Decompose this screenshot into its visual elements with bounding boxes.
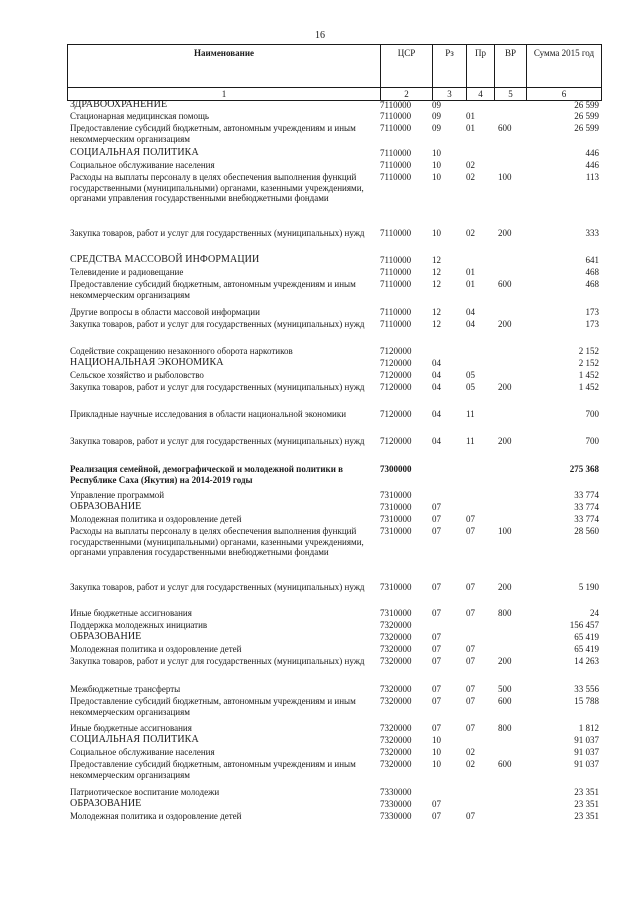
row-rz: 04 <box>432 370 441 380</box>
header-csr: ЦСР <box>381 45 433 88</box>
row-sum: 1 812 <box>578 723 599 733</box>
row-vr: 200 <box>498 656 512 666</box>
row-sum: 1 452 <box>578 370 599 380</box>
row-rz: 07 <box>432 632 441 642</box>
row-pr: 07 <box>466 608 475 618</box>
row-rz: 12 <box>432 319 441 329</box>
table-row <box>67 811 601 823</box>
row-rz: 07 <box>432 723 441 733</box>
row-csr: 7320000 <box>380 644 412 654</box>
row-csr: 7120000 <box>380 370 412 380</box>
row-sum: 91 037 <box>574 735 599 745</box>
row-csr: 7310000 <box>380 608 412 618</box>
row-sum: 24 <box>590 608 599 618</box>
row-rz: 12 <box>432 255 441 265</box>
row-pr: 02 <box>466 172 475 182</box>
row-name: Закупка товаров, работ и услуг для государственных (муниципальных) нужд <box>70 436 365 446</box>
row-name: ОБРАЗОВАНИЕ <box>70 798 142 809</box>
row-name: Предоставление субсидий бюджетным, автономным учреждениям и иным некоммерческим организациям <box>70 123 356 144</box>
row-sum: 26 599 <box>574 100 599 110</box>
row-sum: 333 <box>585 228 599 238</box>
row-name: Закупка товаров, работ и услуг для государственных (муниципальных) нужд <box>70 382 365 392</box>
row-rz: 07 <box>432 608 441 618</box>
row-name: Поддержка молодежных инициатив <box>70 620 208 630</box>
row-vr: 500 <box>498 684 512 694</box>
row-pr: 02 <box>466 228 475 238</box>
row-rz: 07 <box>432 514 441 524</box>
header-name: Наименование <box>68 45 381 88</box>
header-col-number: 4 <box>467 88 495 101</box>
row-rz: 07 <box>432 696 441 706</box>
row-csr: 7330000 <box>380 799 412 809</box>
row-rz: 07 <box>432 644 441 654</box>
row-pr: 07 <box>466 684 475 694</box>
table-row <box>67 632 601 644</box>
row-sum: 65 419 <box>574 632 599 642</box>
table-row <box>67 382 601 409</box>
table-row <box>67 735 601 747</box>
row-csr: 7120000 <box>380 358 412 368</box>
table-row <box>67 656 601 684</box>
row-csr: 7120000 <box>380 346 412 356</box>
row-rz: 09 <box>432 111 441 121</box>
row-csr: 7310000 <box>380 502 412 512</box>
row-name: Закупка товаров, работ и услуг для государственных (муниципальных) нужд <box>70 228 365 238</box>
row-name: НАЦИОНАЛЬНАЯ ЭКОНОМИКА <box>70 357 224 368</box>
row-pr: 05 <box>466 382 475 392</box>
row-rz: 04 <box>432 358 441 368</box>
row-csr: 7120000 <box>380 409 412 419</box>
table-row <box>67 747 601 759</box>
row-name: Расходы на выплаты персоналу в целях обеспечения выполнения функций государственными (муниципальными) органами, казенными учреждениями, органами управления государственными внебюджетными фондами <box>70 526 364 558</box>
row-sum: 700 <box>585 436 599 446</box>
row-rz: 10 <box>432 735 441 745</box>
table-row <box>67 319 601 346</box>
row-name: ОБРАЗОВАНИЕ <box>70 501 142 512</box>
row-sum: 700 <box>585 409 599 419</box>
header-pr: Пр <box>467 45 495 88</box>
row-sum: 14 263 <box>574 656 599 666</box>
row-rz: 07 <box>432 656 441 666</box>
row-name: Управление программой <box>70 490 165 500</box>
row-rz: 10 <box>432 747 441 757</box>
header-rz: Рз <box>433 45 467 88</box>
row-name: ОБРАЗОВАНИЕ <box>70 631 142 642</box>
row-name: Прикладные научные исследования в области национальной экономики <box>70 409 347 419</box>
table-row <box>67 696 601 723</box>
row-vr: 600 <box>498 123 512 133</box>
header-col-number: 5 <box>495 88 527 101</box>
row-csr: 7110000 <box>380 111 412 121</box>
row-vr: 200 <box>498 436 512 446</box>
row-name: Расходы на выплаты персоналу в целях обеспечения выполнения функций государственными (муниципальными) органами, казенными учреждениями, органами управления государственными внебюджетными фондами <box>70 172 364 204</box>
row-vr: 800 <box>498 608 512 618</box>
header-sum: Сумма 2015 год <box>527 45 602 88</box>
table-row <box>67 464 601 490</box>
row-name: Содействие сокращению незаконного оборота наркотиков <box>70 346 293 356</box>
row-pr: 02 <box>466 747 475 757</box>
row-rz: 12 <box>432 307 441 317</box>
row-csr: 7320000 <box>380 656 412 666</box>
row-csr: 7330000 <box>380 787 412 797</box>
table-row <box>67 255 601 267</box>
row-name: Закупка товаров, работ и услуг для государственных (муниципальных) нужд <box>70 582 365 592</box>
row-csr: 7310000 <box>380 490 412 500</box>
row-vr: 200 <box>498 582 512 592</box>
row-name: Предоставление субсидий бюджетным, автономным учреждениям и иным некоммерческим организациям <box>70 759 356 780</box>
row-csr: 7110000 <box>380 228 412 238</box>
row-sum: 28 560 <box>574 526 599 536</box>
row-rz: 10 <box>432 228 441 238</box>
row-vr: 100 <box>498 526 512 536</box>
row-pr: 01 <box>466 111 475 121</box>
table-row <box>67 111 601 123</box>
row-pr: 07 <box>466 582 475 592</box>
row-csr: 7110000 <box>380 255 412 265</box>
row-vr: 200 <box>498 319 512 329</box>
table-row <box>67 787 601 799</box>
row-vr: 600 <box>498 759 512 769</box>
row-csr: 7120000 <box>380 436 412 446</box>
table-row <box>67 160 601 172</box>
row-pr: 04 <box>466 319 475 329</box>
row-rz: 07 <box>432 799 441 809</box>
row-sum: 446 <box>585 160 599 170</box>
row-name: Социальное обслуживание населения <box>70 747 215 757</box>
row-pr: 07 <box>466 526 475 536</box>
row-csr: 7310000 <box>380 582 412 592</box>
row-pr: 07 <box>466 644 475 654</box>
row-sum: 156 457 <box>569 620 599 630</box>
row-sum: 26 599 <box>574 111 599 121</box>
table-row <box>67 436 601 464</box>
row-sum: 113 <box>585 172 599 182</box>
row-name: Иные бюджетные ассигнования <box>70 723 192 733</box>
row-pr: 01 <box>466 123 475 133</box>
row-csr: 7330000 <box>380 811 412 821</box>
row-pr: 07 <box>466 514 475 524</box>
row-pr: 02 <box>466 160 475 170</box>
row-csr: 7320000 <box>380 620 412 630</box>
row-name: Молодежная политика и оздоровление детей <box>70 644 242 654</box>
row-pr: 01 <box>466 267 475 277</box>
page-number: 16 <box>315 30 325 41</box>
row-csr: 7320000 <box>380 759 412 769</box>
table-row <box>67 228 601 255</box>
table-row <box>67 123 601 148</box>
row-sum: 23 351 <box>574 799 599 809</box>
row-csr: 7110000 <box>380 123 412 133</box>
row-rz: 07 <box>432 684 441 694</box>
row-pr: 01 <box>466 279 475 289</box>
row-vr: 600 <box>498 279 512 289</box>
row-rz: 07 <box>432 502 441 512</box>
row-csr: 7310000 <box>380 526 412 536</box>
row-pr: 05 <box>466 370 475 380</box>
row-name: СРЕДСТВА МАССОВОЙ ИНФОРМАЦИИ <box>70 254 260 265</box>
row-pr: 11 <box>466 409 475 419</box>
table-row <box>67 644 601 656</box>
table-row <box>67 759 601 787</box>
row-sum: 446 <box>585 148 599 158</box>
table-row <box>67 620 601 632</box>
table-row <box>67 684 601 696</box>
table-row <box>67 279 601 307</box>
row-sum: 33 556 <box>574 684 599 694</box>
row-pr: 07 <box>466 723 475 733</box>
row-csr: 7320000 <box>380 632 412 642</box>
row-vr: 100 <box>498 172 512 182</box>
row-rz: 04 <box>432 436 441 446</box>
table-header <box>67 44 602 101</box>
row-sum: 468 <box>585 267 599 277</box>
row-rz: 07 <box>432 582 441 592</box>
row-csr: 7320000 <box>380 723 412 733</box>
row-csr: 7320000 <box>380 747 412 757</box>
table-row <box>67 358 601 370</box>
header-col-number: 1 <box>68 88 381 101</box>
row-name: Сельское хозяйство и рыболовство <box>70 370 204 380</box>
table-row <box>67 307 601 319</box>
row-name: ЗДРАВООХРАНЕНИЕ <box>70 99 168 110</box>
row-sum: 173 <box>585 307 599 317</box>
row-csr: 7110000 <box>380 267 412 277</box>
row-csr: 7320000 <box>380 735 412 745</box>
row-rz: 10 <box>432 759 441 769</box>
row-sum: 33 774 <box>574 514 599 524</box>
table-row <box>67 409 601 436</box>
row-name: СОЦИАЛЬНАЯ ПОЛИТИКА <box>70 147 199 158</box>
row-rz: 10 <box>432 172 441 182</box>
table-row <box>67 502 601 514</box>
row-name: Стационарная медицинская помощь <box>70 111 209 121</box>
row-csr: 7320000 <box>380 684 412 694</box>
row-rz: 10 <box>432 148 441 158</box>
row-pr: 02 <box>466 759 475 769</box>
row-sum: 33 774 <box>574 490 599 500</box>
row-rz: 09 <box>432 100 441 110</box>
row-vr: 800 <box>498 723 512 733</box>
row-name: СОЦИАЛЬНАЯ ПОЛИТИКА <box>70 734 199 745</box>
table-row <box>67 172 601 228</box>
table-row <box>67 148 601 160</box>
row-name: Предоставление субсидий бюджетным, автономным учреждениям и иным некоммерческим организациям <box>70 696 356 717</box>
row-sum: 5 190 <box>578 582 599 592</box>
table-row <box>67 267 601 279</box>
row-name: Предоставление субсидий бюджетным, автономным учреждениям и иным некоммерческим организациям <box>70 279 356 300</box>
row-pr: 11 <box>466 436 475 446</box>
row-sum: 23 351 <box>574 811 599 821</box>
row-name: Закупка товаров, работ и услуг для государственных (муниципальных) нужд <box>70 319 365 329</box>
row-rz: 07 <box>432 526 441 536</box>
row-csr: 7320000 <box>380 696 412 706</box>
row-rz: 04 <box>432 382 441 392</box>
row-csr: 7310000 <box>380 514 412 524</box>
row-sum: 2 152 <box>578 346 599 356</box>
row-name: Реализация семейной, демографической и молодежной политики в Республике Саха (Якутия) на 2014-2019 годы <box>70 464 344 485</box>
table-row <box>67 490 601 502</box>
header-col-number: 6 <box>527 88 602 101</box>
row-sum: 26 599 <box>574 123 599 133</box>
row-rz: 04 <box>432 409 441 419</box>
row-csr: 7110000 <box>380 319 412 329</box>
row-rz: 09 <box>432 123 441 133</box>
row-sum: 2 152 <box>578 358 599 368</box>
row-name: Патриотическое воспитание молодежи <box>70 787 220 797</box>
table-row <box>67 799 601 811</box>
table-row <box>67 526 601 582</box>
row-csr: 7110000 <box>380 160 412 170</box>
row-sum: 15 788 <box>574 696 599 706</box>
row-csr: 7110000 <box>380 172 412 182</box>
table-row <box>67 514 601 526</box>
row-name: Другие вопросы в области массовой информации <box>70 307 260 317</box>
row-name: Иные бюджетные ассигнования <box>70 608 192 618</box>
row-name: Телевидение и радиовещание <box>70 267 184 277</box>
row-sum: 91 037 <box>574 759 599 769</box>
row-vr: 200 <box>498 228 512 238</box>
row-sum: 65 419 <box>574 644 599 654</box>
table-row <box>67 582 601 608</box>
header-vr: ВР <box>495 45 527 88</box>
row-csr: 7110000 <box>380 307 412 317</box>
row-vr: 200 <box>498 382 512 392</box>
row-sum: 1 452 <box>578 382 599 392</box>
row-pr: 07 <box>466 811 475 821</box>
row-sum: 641 <box>585 255 599 265</box>
row-vr: 600 <box>498 696 512 706</box>
row-name: Межбюджетные трансферты <box>70 684 181 694</box>
table-row <box>67 370 601 382</box>
row-csr: 7110000 <box>380 100 412 110</box>
row-name: Молодежная политика и оздоровление детей <box>70 514 242 524</box>
row-name: Социальное обслуживание населения <box>70 160 215 170</box>
row-name: Закупка товаров, работ и услуг для государственных (муниципальных) нужд <box>70 656 365 666</box>
header-col-number: 3 <box>433 88 467 101</box>
header-col-number: 2 <box>381 88 433 101</box>
row-sum: 33 774 <box>574 502 599 512</box>
row-pr: 07 <box>466 656 475 666</box>
row-csr: 7110000 <box>380 148 412 158</box>
row-sum: 275 368 <box>569 464 599 474</box>
row-rz: 12 <box>432 267 441 277</box>
row-sum: 91 037 <box>574 747 599 757</box>
row-csr: 7120000 <box>380 382 412 392</box>
budget-table-body <box>67 100 601 823</box>
table-row <box>67 608 601 620</box>
table-row <box>67 100 601 111</box>
row-rz: 12 <box>432 279 441 289</box>
row-pr: 07 <box>466 696 475 706</box>
row-csr: 7300000 <box>380 464 412 474</box>
row-pr: 04 <box>466 307 475 317</box>
row-sum: 173 <box>585 319 599 329</box>
row-rz: 07 <box>432 811 441 821</box>
row-sum: 23 351 <box>574 787 599 797</box>
row-name: Молодежная политика и оздоровление детей <box>70 811 242 821</box>
row-csr: 7110000 <box>380 279 412 289</box>
row-sum: 468 <box>585 279 599 289</box>
row-rz: 10 <box>432 160 441 170</box>
